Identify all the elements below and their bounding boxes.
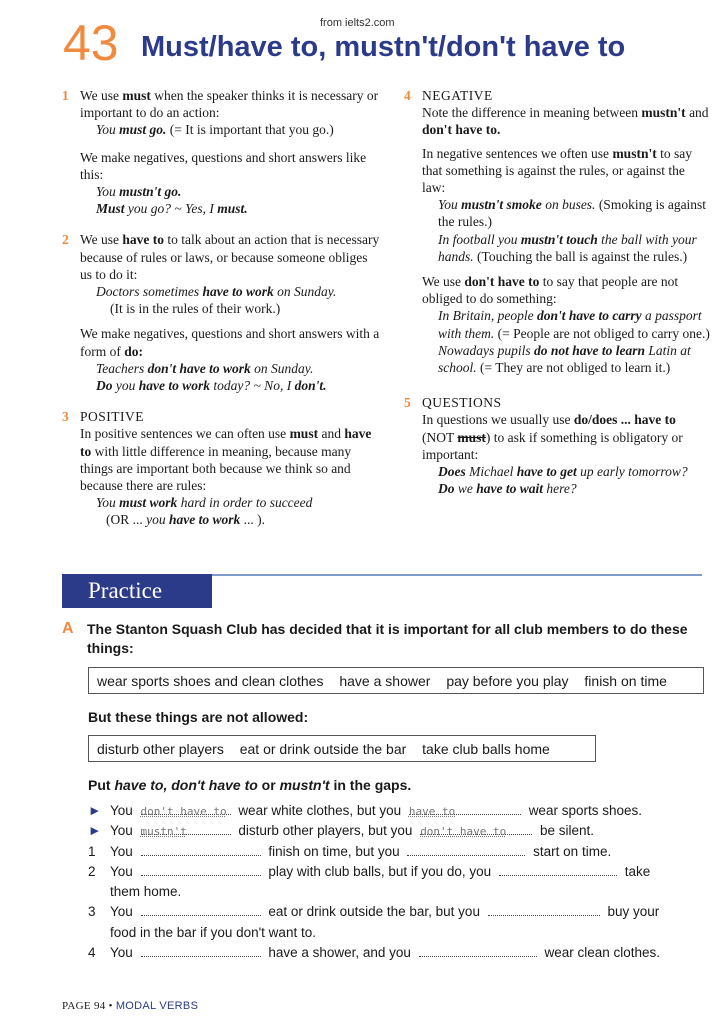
exercise-list	[88, 801, 704, 963]
section-1	[62, 87, 382, 217]
right-column	[404, 87, 710, 507]
gap-field[interactable]	[141, 943, 261, 957]
section-text: In negative sentences we often use mustn't to say that something is against the rules, or against the law:	[422, 145, 692, 196]
example: In Britain, people don't have to carry a passport with them. (= People are not obliged to carry one.)	[438, 308, 710, 341]
section-number: 2	[62, 232, 69, 248]
source-credit: from ielts2.com	[320, 17, 395, 29]
example: Doctors sometimes have to work on Sunday.	[96, 284, 337, 300]
gap-field[interactable]	[499, 862, 617, 876]
task-letter: A	[62, 620, 74, 637]
example: You must work hard in order to succeed	[96, 495, 313, 511]
box-item: eat or drink outside the bar	[239, 741, 407, 757]
section-label: QUESTIONS	[422, 395, 502, 411]
example: You mustn't smoke on buses. (Smoking is against the rules.)	[438, 197, 707, 230]
gap-field[interactable]: have to	[409, 801, 521, 815]
gap-field[interactable]	[141, 842, 261, 856]
gap-field[interactable]	[141, 862, 261, 876]
box-item: disturb other players	[97, 741, 224, 757]
left-column	[62, 87, 382, 539]
gap-field[interactable]: don't have to	[420, 821, 532, 835]
section-number: 4	[404, 88, 411, 103]
section-text: We use don't have to to say that people are not obliged to do something:	[422, 274, 679, 307]
unit-title: Must/have to, mustn't/don't have to	[141, 31, 626, 63]
section-label: NEGATIVE	[422, 88, 493, 103]
section-number: 1	[62, 88, 69, 103]
section-text: We make negatives, questions and short answers like this:	[80, 149, 367, 182]
section-text: We use must when the speaker thinks it is necessary or important to do an action:	[80, 88, 379, 121]
gap-field[interactable]: don't have to	[141, 801, 231, 815]
section-number: 5	[404, 395, 411, 411]
section-text: In positive sentences we can often use must and have to with little difference in meaning, because many things are important both because we think so and because there are rules:	[80, 426, 372, 494]
gap-field[interactable]	[407, 842, 525, 856]
gap-instruction: Put have to, don't have to or mustn't in the gaps.	[88, 777, 412, 793]
exercise-item: 4 You have a shower, and you wear clean clothes.	[88, 943, 704, 963]
section-text: We make negatives, questions and short answers with a form of do:	[80, 326, 380, 359]
exercise-item: 2 You play with club balls, but if you do, you take them home.	[88, 863, 651, 900]
example: (OR ... you have to work ... ).	[106, 512, 266, 528]
gap-field[interactable]	[419, 943, 537, 957]
example: In football you mustn't touch the ball with your hands. (Touching the ball is against the rules.)	[438, 231, 697, 264]
section-4	[404, 87, 710, 376]
gap-field[interactable]	[488, 902, 600, 916]
section-5	[404, 394, 710, 497]
page-number: PAGE 94 •	[62, 1000, 113, 1012]
example: You must go. (= It is important that you go.)	[96, 122, 334, 138]
gap-field[interactable]	[141, 902, 261, 916]
item-number: 2	[88, 863, 96, 879]
item-number: 4	[88, 945, 96, 961]
example: You mustn't go.	[96, 184, 182, 200]
section-text: In questions we usually use do/does ... have to (NOT must) to ask if something is obligatory or important:	[422, 412, 683, 462]
forbidden-actions-box	[88, 735, 596, 762]
exercise-item: 1 You finish on time, but you start on time.	[88, 842, 704, 862]
exercise-item: ► You mustn't disturb other players, but you don't have to be silent.	[88, 821, 704, 841]
example: Do we have to wait here?	[438, 481, 577, 497]
section-label: POSITIVE	[80, 409, 144, 425]
example-marker: ►	[88, 823, 102, 839]
section-text: Note the difference in meaning between mustn't and don't have to.	[422, 105, 709, 138]
required-actions-box	[88, 667, 704, 694]
item-number: 3	[88, 904, 96, 920]
example-note: (It is in the rules of their work.)	[110, 301, 281, 317]
example: Does Michael have to get up early tomorrow?	[438, 464, 688, 480]
unit-number: 43	[63, 15, 119, 71]
example-marker: ►	[88, 803, 102, 818]
gap-field[interactable]: mustn't	[141, 821, 231, 835]
box-item: finish on time	[584, 673, 667, 689]
example: Teachers don't have to work on Sunday.	[96, 360, 314, 376]
section-3	[62, 408, 382, 528]
task-instruction: The Stanton Squash Club has decided that it is important for all club members to do these things:	[87, 621, 688, 656]
section-number: 3	[62, 409, 69, 425]
box-item: wear sports shoes and clean clothes	[97, 673, 324, 689]
box-item: pay before you play	[446, 673, 569, 689]
exercise-item: 3 You eat or drink outside the bar, but you buy your food in the bar if you don't want to.	[88, 904, 660, 940]
example: Nowadays pupils do not have to learn Latin at school. (= They are not obliged to learn it.)	[438, 342, 691, 376]
box-item: take club balls home	[422, 741, 550, 757]
example: Must you go? ~ Yes, I must.	[96, 201, 248, 217]
box-item: have a shower	[339, 673, 431, 689]
footer-section: MODAL VERBS	[115, 1000, 199, 1012]
item-number: 1	[88, 843, 96, 859]
exercise-item: ► You don't have to wear white clothes, but you have to wear sports shoes.	[88, 801, 704, 821]
page-footer	[62, 1000, 198, 1012]
section-text: We use have to to talk about an action that is necessary because of rules or laws, or because someone obliges us to do it:	[80, 232, 380, 282]
not-allowed-heading: But these things are not allowed:	[88, 709, 309, 725]
example: Do you have to work today? ~ No, I don't.	[96, 378, 327, 394]
task-a	[62, 620, 702, 658]
section-2	[62, 231, 382, 394]
practice-heading: Practice	[62, 574, 212, 608]
